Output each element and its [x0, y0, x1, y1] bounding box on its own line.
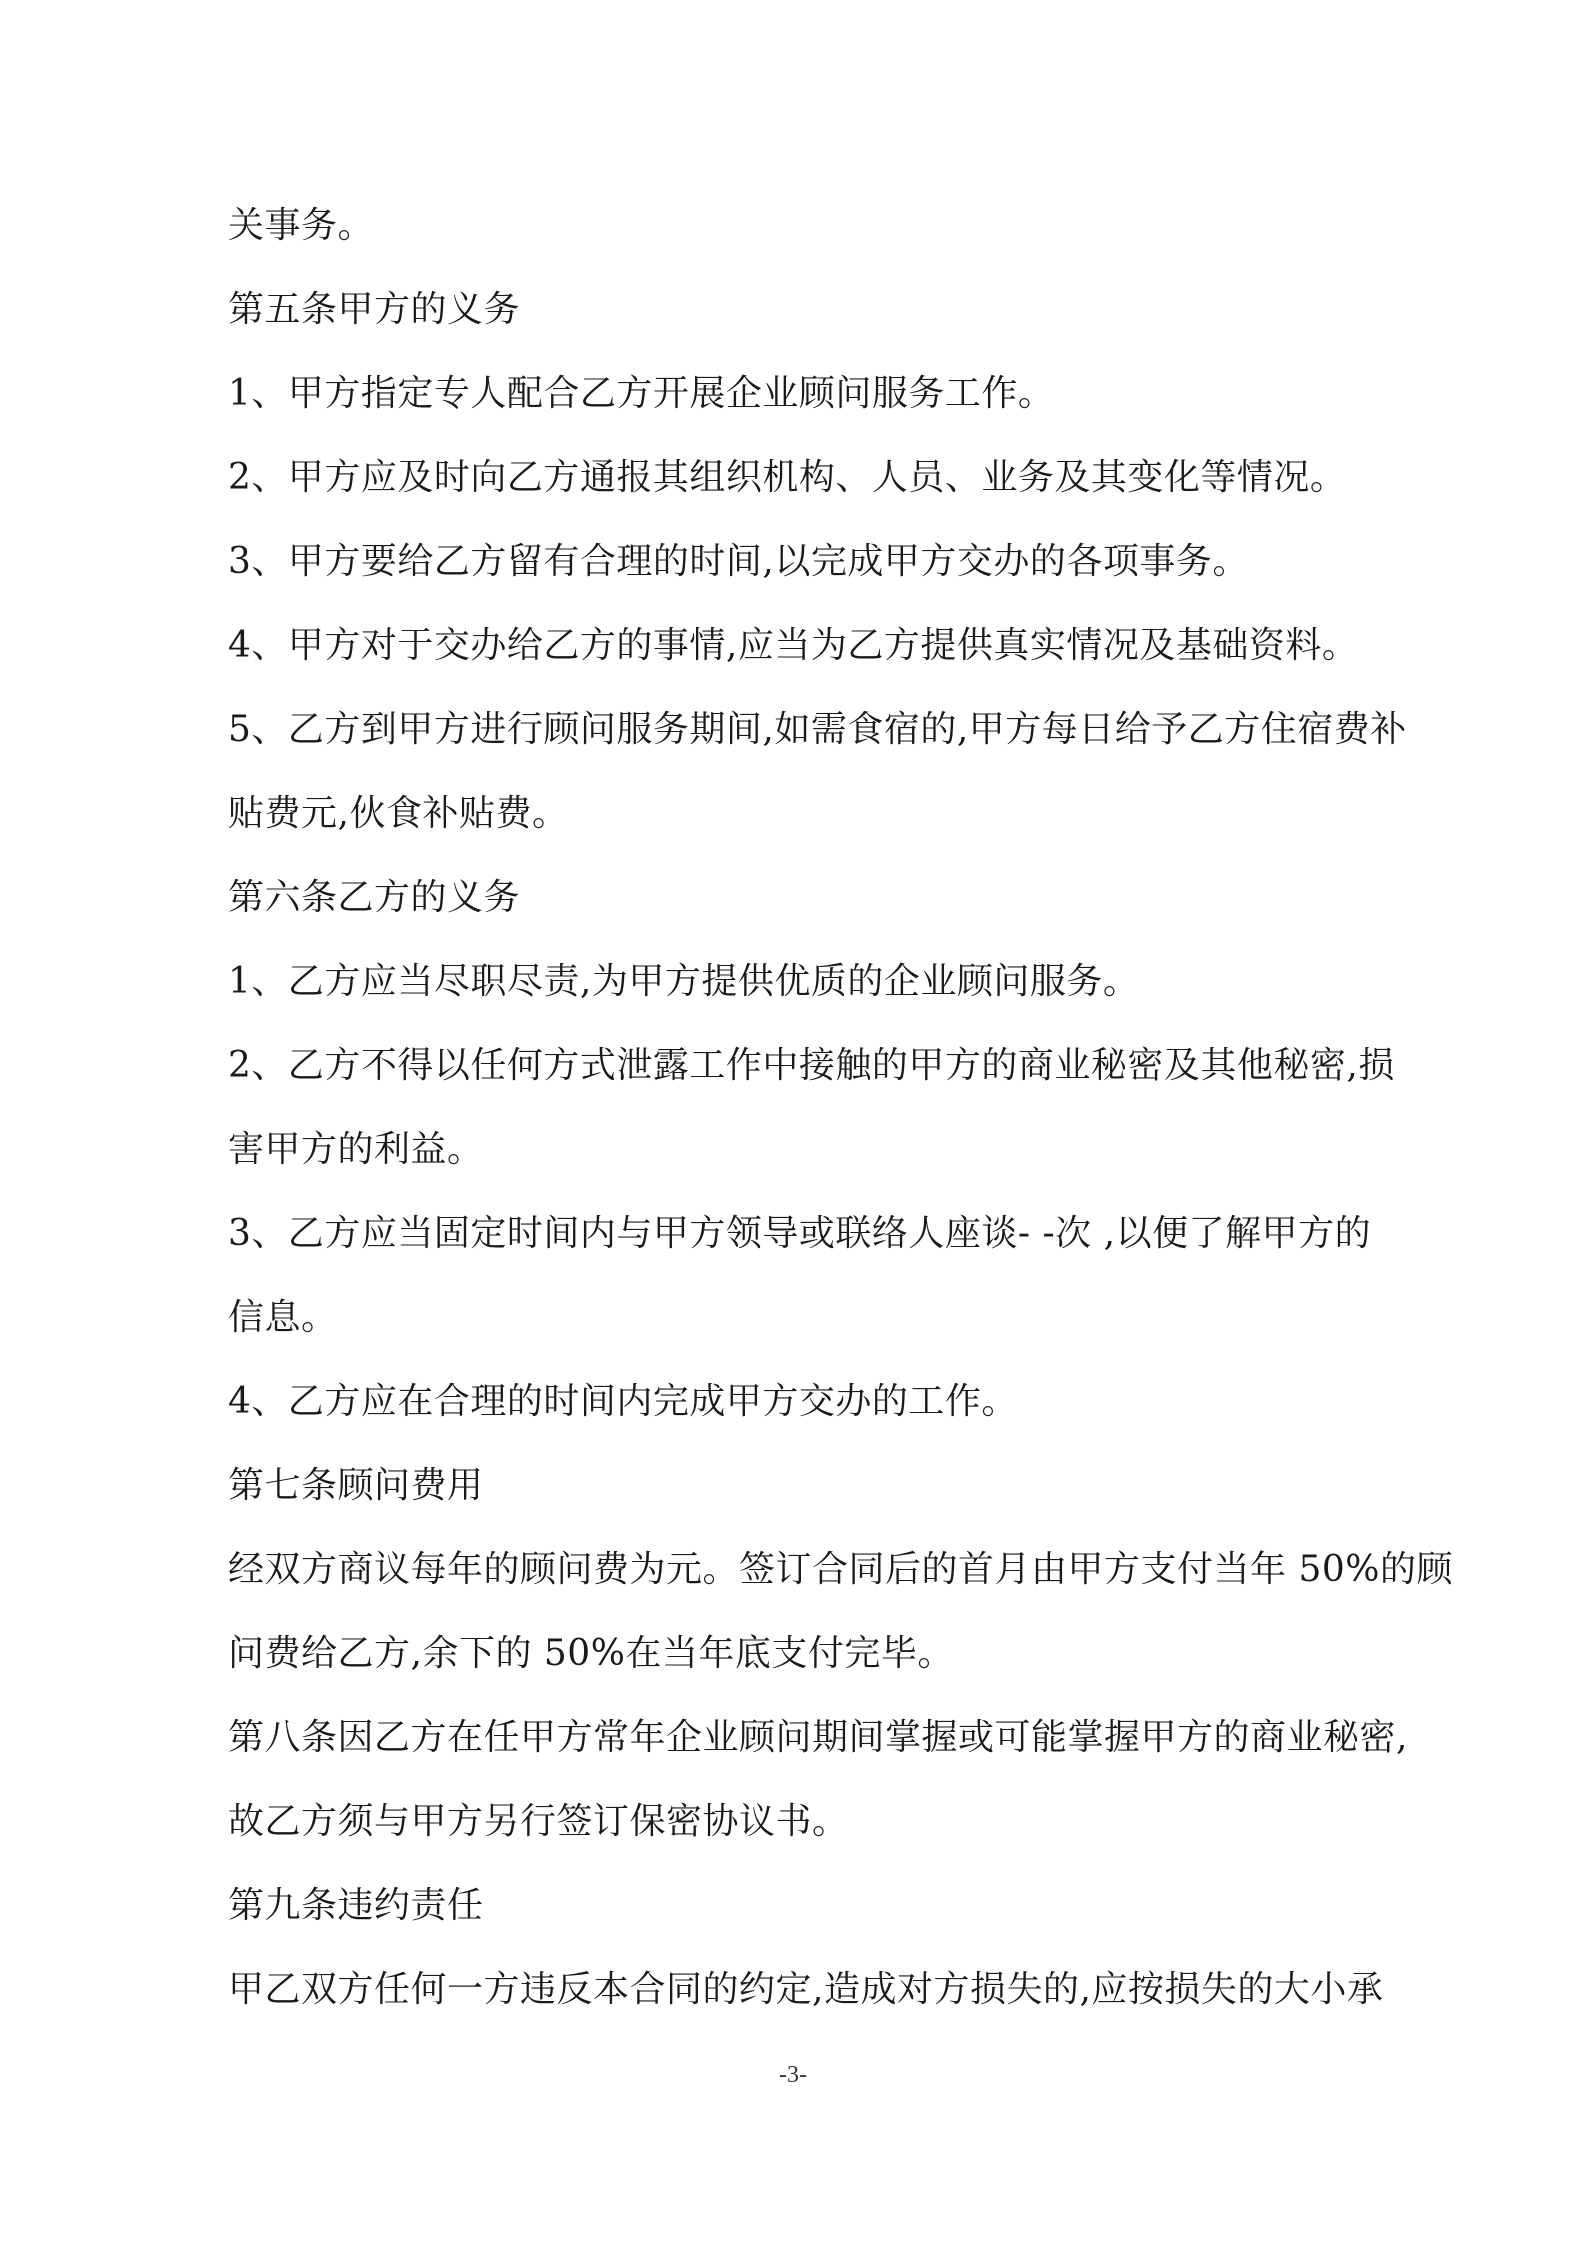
article-6-item-2-cont: 害甲方的利益。 — [228, 1129, 484, 1170]
article-6-item-1: 1、乙方应当尽职尽责,为甲方提供优质的企业顾问服务。 — [228, 961, 1140, 1002]
article-6-item-3-cont: 信息。 — [228, 1297, 338, 1338]
text-line-continuation: 关事务。 — [228, 205, 375, 246]
article-5-item-2: 2、甲方应及时向乙方通报其组织机构、人员、业务及其变化等情况。 — [228, 457, 1347, 498]
article-6-item-4: 4、乙方应在合理的时间内完成甲方交办的工作。 — [228, 1381, 1018, 1422]
article-9-heading: 第九条违约责任 — [228, 1885, 484, 1926]
article-5-item-1: 1、甲方指定专人配合乙方开展企业顾问服务工作。 — [228, 373, 1055, 414]
article-8-body-cont: 故乙方须与甲方另行签订保密协议书。 — [228, 1801, 849, 1842]
article-8-body: 第八条因乙方在任甲方常年企业顾问期间掌握或可能掌握甲方的商业秘密, — [228, 1717, 1408, 1758]
article-6-heading: 第六条乙方的义务 — [228, 877, 521, 918]
article-5-item-5-cont: 贴费元,伙食补贴费。 — [228, 793, 569, 834]
article-5-item-4: 4、甲方对于交办给乙方的事情,应当为乙方提供真实情况及基础资料。 — [228, 625, 1359, 666]
article-7-body-cont: 问费给乙方,余下的 50%在当年底支付完毕。 — [228, 1633, 954, 1674]
article-9-body: 甲乙双方任何一方违反本合同的约定,造成对方损失的,应按损失的大小承 — [228, 1969, 1384, 2010]
article-7-heading: 第七条顾问费用 — [228, 1465, 484, 1506]
article-5-item-3: 3、甲方要给乙方留有合理的时间,以完成甲方交办的各项事务。 — [228, 541, 1249, 582]
page-number: -3- — [779, 2062, 807, 2088]
article-5-heading: 第五条甲方的义务 — [228, 289, 521, 330]
article-5-item-5: 5、乙方到甲方进行顾问服务期间,如需食宿的,甲方每日给予乙方住宿费补 — [228, 709, 1407, 750]
article-7-body: 经双方商议每年的顾问费为元。签订合同后的首月由甲方支付当年 50%的顾 — [228, 1549, 1453, 1590]
article-6-item-2: 2、乙方不得以任何方式泄露工作中接触的甲方的商业秘密及其他秘密,损 — [228, 1045, 1395, 1086]
article-6-item-3: 3、乙方应当固定时间内与甲方领导或联络人座谈- -次 ,以便了解甲方的 — [228, 1213, 1372, 1254]
